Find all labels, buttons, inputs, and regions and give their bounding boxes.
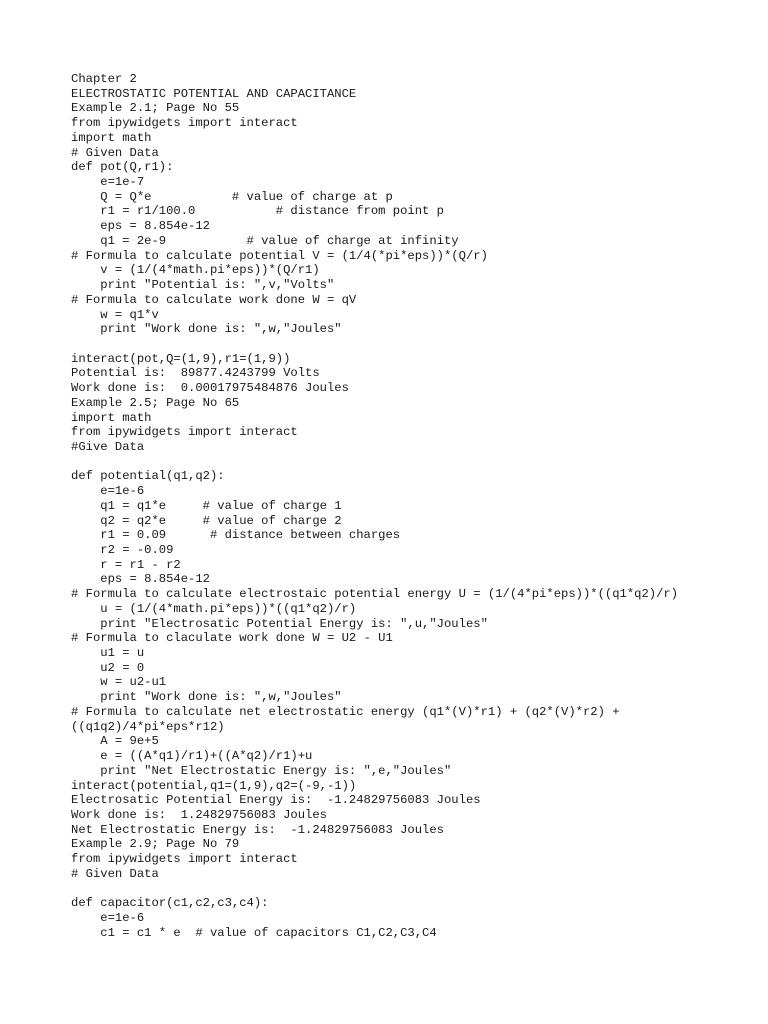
- code-line: u = (1/(4*math.pi*eps))*((q1*q2)/r): [71, 601, 357, 616]
- code-line: ELECTROSTATIC POTENTIAL AND CAPACITANCE: [71, 86, 357, 101]
- code-line: e=1e-6: [71, 484, 145, 499]
- code-line: Example 2.5; Page No 65: [71, 395, 240, 410]
- code-line: from ipywidgets import interact: [71, 425, 298, 440]
- code-line: Potential is: 89877.4243799 Volts: [71, 366, 320, 381]
- code-line: def potential(q1,q2):: [71, 469, 225, 484]
- code-line: r = r1 - r2: [71, 557, 181, 572]
- code-line: q2 = q2*e # value of charge 2: [71, 513, 342, 528]
- code-line: import math: [71, 410, 152, 425]
- code-line: e=1e-7: [71, 175, 145, 190]
- code-line: u2 = 0: [71, 660, 145, 675]
- code-line: print "Potential is: ",v,"Volts": [71, 278, 335, 293]
- code-line: e=1e-6: [71, 910, 145, 925]
- code-line: w = q1*v: [71, 307, 159, 322]
- code-line: interact(pot,Q=(1,9),r1=(1,9)): [71, 351, 291, 366]
- code-line: u1 = u: [71, 646, 145, 661]
- code-line: # Formula to claculate work done W = U2 - U1: [71, 631, 393, 646]
- code-line: print "Work done is: ",w,"Joules": [71, 322, 342, 337]
- code-line: import math: [71, 130, 152, 145]
- code-line: Example 2.1; Page No 55: [71, 101, 240, 116]
- code-line: q1 = 2e-9 # value of charge at infinity: [71, 233, 459, 248]
- code-line: # Formula to calculate work done W = qV: [71, 292, 357, 307]
- code-line: [71, 337, 678, 352]
- code-line: Q = Q*e # value of charge at p: [71, 189, 393, 204]
- code-line: from ipywidgets import interact: [71, 116, 298, 131]
- code-line: w = u2-u1: [71, 675, 167, 690]
- code-line: eps = 8.854e-12: [71, 219, 210, 234]
- code-line: # Given Data: [71, 866, 159, 881]
- code-line: q1 = q1*e # value of charge 1: [71, 498, 342, 513]
- code-line: r1 = 0.09 # distance between charges: [71, 528, 401, 543]
- code-listing: [71, 72, 678, 940]
- code-line: print "Net Electrostatic Energy is: ",e,"Joules": [71, 763, 452, 778]
- code-line: r2 = -0.09: [71, 543, 174, 557]
- code-line: Net Electrostatic Energy is: -1.24829756083 Joules: [71, 822, 444, 837]
- code-line: [71, 882, 678, 897]
- code-line: eps = 8.854e-12: [71, 572, 210, 587]
- code-line: c1 = c1 * e # value of capacitors C1,C2,C3,C4: [71, 925, 437, 940]
- code-line: print "Electrosatic Potential Energy is: ",u,"Joules": [71, 616, 488, 631]
- code-line: e = ((A*q1)/r1)+((A*q2)/r1)+u: [71, 749, 313, 764]
- code-line: v = (1/(4*math.pi*eps))*(Q/r1): [71, 263, 320, 278]
- code-line: ((q1q2)/4*pi*eps*r12): [71, 719, 225, 734]
- code-line: A = 9e+5: [71, 734, 159, 749]
- code-line: def capacitor(c1,c2,c3,c4):: [71, 896, 269, 911]
- code-line: [71, 455, 678, 470]
- code-line: Example 2.9; Page No 79: [71, 837, 240, 852]
- code-line: def pot(Q,r1):: [71, 160, 174, 175]
- code-line: Electrosatic Potential Energy is: -1.24829756083 Joules: [71, 793, 481, 808]
- code-line: # Given Data: [71, 145, 159, 160]
- code-line: from ipywidgets import interact: [71, 852, 298, 867]
- code-line: Work done is: 0.00017975484876 Joules: [71, 381, 349, 396]
- code-line: print "Work done is: ",w,"Joules": [71, 690, 342, 705]
- code-line: Chapter 2: [71, 72, 137, 86]
- code-line: #Give Data: [71, 439, 145, 454]
- code-line: Work done is: 1.24829756083 Joules: [71, 807, 327, 822]
- code-line: r1 = r1/100.0 # distance from point p: [71, 204, 444, 219]
- code-line: # Formula to calculate net electrostatic energy (q1*(V)*r1) + (q2*(V)*r2) +: [71, 704, 620, 719]
- code-line: # Formula to calculate electrostaic potential energy U = (1/(4*pi*eps))*((q1*q2)/r): [71, 587, 679, 602]
- code-line: interact(potential,q1=(1,9),q2=(-9,-1)): [71, 778, 357, 793]
- code-line: # Formula to calculate potential V = (1/4(*pi*eps))*(Q/r): [71, 248, 488, 263]
